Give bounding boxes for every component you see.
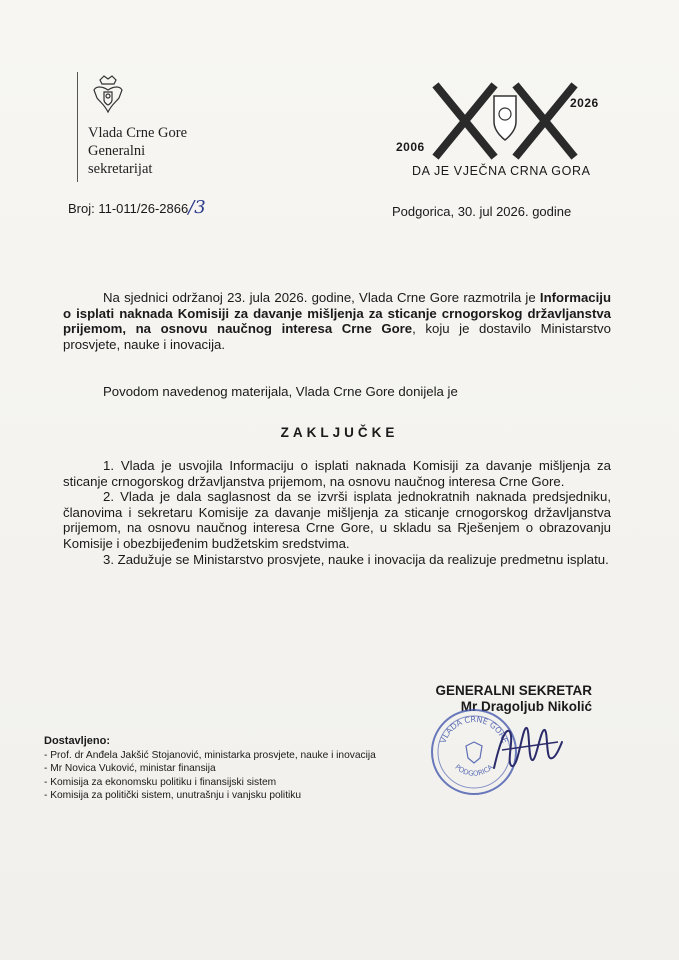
jubilee-year-left: 2006 bbox=[396, 140, 425, 154]
header-rule bbox=[77, 72, 78, 182]
distribution-heading: Dostavljeno: bbox=[44, 735, 111, 747]
org-line-3: sekretarijat bbox=[88, 161, 153, 177]
conclusion-item-3: 3. Zadužuje se Ministarstvo prosvjete, nauke i inovacija da realizuje predmetnu isplatu. bbox=[103, 551, 609, 567]
handwritten-signature-icon bbox=[488, 712, 568, 782]
stamp-text: VLADA CRNE GORE bbox=[438, 714, 510, 745]
occasion-text: Povodom navedenog materijala, Vlada Crne Gore donijela je bbox=[103, 384, 458, 399]
org-line-1: Vlada Crne Gore bbox=[88, 125, 188, 141]
document-number bbox=[68, 197, 206, 218]
org-line-2: Generalni bbox=[88, 143, 146, 159]
intro-paragraph bbox=[63, 290, 611, 352]
intro-text-2: , koju je dostavilo Ministarstvo prosvjete, nauke i inovacija. bbox=[63, 321, 611, 352]
occasion-line bbox=[63, 384, 611, 400]
signatory-role: GENERALNI SEKRETAR bbox=[435, 683, 592, 698]
conclusion-item-1: 1. Vlada je usvojila Informaciju o isplati naknada Komisiji za davanje mišljenja za sticanje crnogorskog državljanstva prijemom, na osnovu naučnog interesa Crne Gore. bbox=[63, 458, 611, 489]
conclusion-item-2: 2. Vlada je dala saglasnost da se izvrši isplata jednokratnih naknada predsjedniku, članovima i sekretaru Komisije za davanje mišljenja za sticanje crnogorskog državljanstva prijemom, na osnovu naučnog interesa Crne Gore, u skladu sa Rješenjem o obrazovanju Komisije i obezbijeđenim budžetskim sredstvima. bbox=[63, 489, 611, 551]
jubilee-motto: DA JE VJEČNA CRNA GORA bbox=[412, 164, 591, 178]
government-name bbox=[88, 124, 187, 178]
conclusions-title: ZAKLJUČKE bbox=[280, 425, 399, 440]
jubilee-logo-icon bbox=[430, 82, 580, 160]
coat-of-arms-icon bbox=[86, 72, 130, 116]
recipient-4: - Komisija za politički sistem, unutrašnju i vanjsku politiku bbox=[44, 790, 302, 801]
intro-subject: Informaciju o isplati naknada Komisiji za davanje mišljenja za sticanje crnogorskog državljanstva prijemom, na osnovu naučnog interesa Crne Gore bbox=[63, 290, 611, 337]
distribution-list bbox=[44, 735, 376, 803]
conclusions-list bbox=[63, 458, 611, 567]
recipient-2: - Mr Novica Vuković, ministar finansija bbox=[44, 763, 216, 774]
number-suffix: /3 bbox=[188, 197, 206, 218]
intro-text-1: Na sjednici održanoj 23. jula 2026. godine, Vlada Crne Gore razmotrila je bbox=[103, 290, 540, 305]
recipient-3: - Komisija za ekonomsku politiku i finansijski sistem bbox=[44, 776, 277, 788]
jubilee-year-right: 2026 bbox=[570, 96, 599, 110]
place-date: Podgorica, 30. jul 2026. godine bbox=[392, 204, 572, 219]
number-label: Broj: 11-011/26-2866 bbox=[68, 201, 189, 216]
recipient-1: - Prof. dr Anđela Jakšić Stojanović, ministarka prosvjete, nauke i inovacija bbox=[44, 749, 376, 761]
stamp-city: PODGORICA bbox=[453, 763, 495, 778]
signatory-name: Mr Dragoljub Nikolić bbox=[460, 699, 592, 714]
